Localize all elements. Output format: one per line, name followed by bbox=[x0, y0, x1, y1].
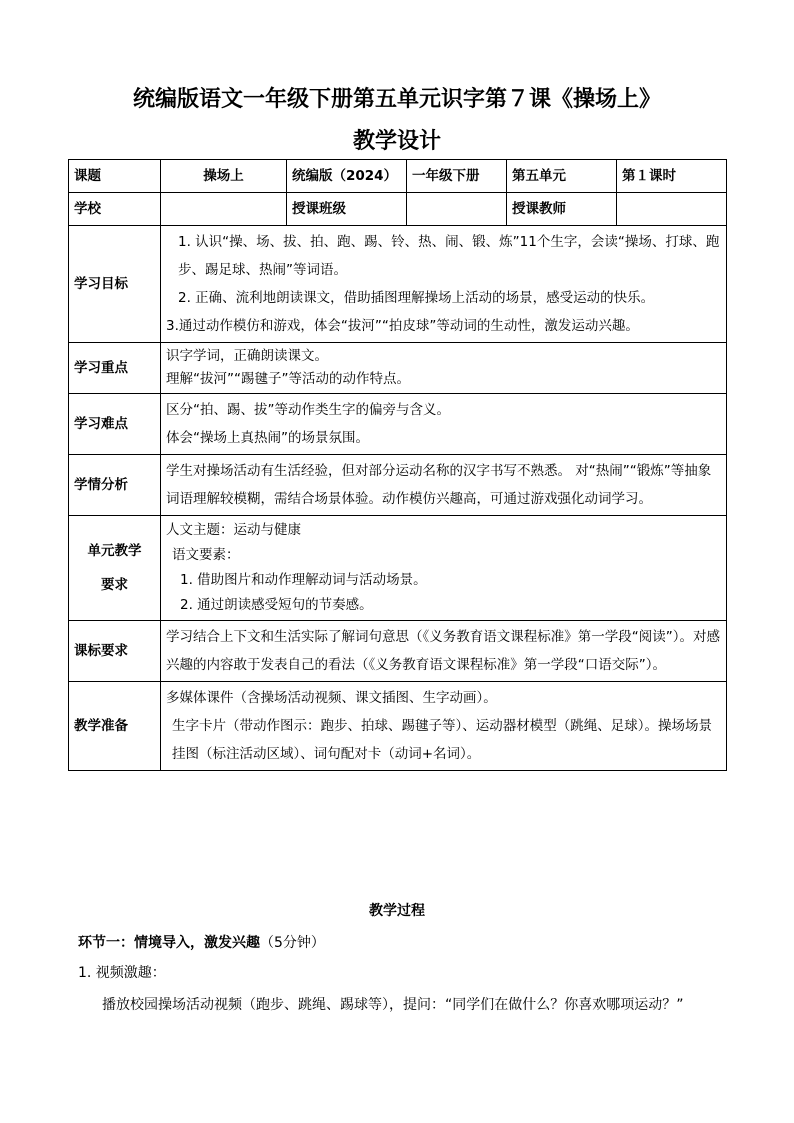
goals-content bbox=[161, 226, 727, 343]
key-point: 理解“拔河”“踢毽子”等活动的动作特点。 bbox=[166, 371, 410, 387]
table-row-prep bbox=[69, 682, 727, 771]
unit-element-item: 2. 通过朗读感受短句的节奏感。 bbox=[180, 597, 373, 613]
analysis-label: 学情分析 bbox=[69, 455, 161, 516]
step-title: 1. 视频激趣： bbox=[78, 965, 166, 981]
unit: 第五单元 bbox=[507, 160, 617, 193]
goals-label: 学习目标 bbox=[69, 226, 161, 343]
lesson-hour: 第１课时 bbox=[617, 160, 727, 193]
difficulties-content bbox=[161, 394, 727, 455]
unit-req-label-line1: 单元教学 bbox=[87, 543, 142, 559]
difficulty-item: 体会“操场上真热闹”的场景氛围。 bbox=[166, 430, 369, 446]
table-row-analysis bbox=[69, 455, 727, 516]
analysis-content bbox=[161, 455, 727, 516]
class-value bbox=[407, 193, 507, 226]
standard-text: 学习结合上下文和生活实际了解词句意思（《义务教育语文课程标准》第一学段“阅读”）。对感兴趣的内容敢于发表自己的看法（《义务教育语文课程标准》第一学段“口语交际”）。 bbox=[166, 629, 720, 673]
key-points-content bbox=[161, 343, 727, 394]
table-row-school bbox=[69, 193, 727, 226]
unit-elements-label: 语文要素： bbox=[172, 547, 240, 563]
document-subtitle: 教学设计 bbox=[352, 128, 441, 154]
segment-title bbox=[78, 928, 728, 958]
segment-time: （5分钟） bbox=[260, 935, 325, 951]
lesson-plan-table bbox=[68, 159, 727, 771]
table-row-difficulties bbox=[69, 394, 727, 455]
table-row-key-points bbox=[69, 343, 727, 394]
school-label: 学校 bbox=[69, 193, 161, 226]
prep-content bbox=[161, 682, 727, 771]
standard-label: 课标要求 bbox=[69, 621, 161, 682]
difficulty-item: 区分“拍、踢、拔”等动作类生字的偏旁与含义。 bbox=[166, 402, 450, 418]
difficulties-label: 学习难点 bbox=[69, 394, 161, 455]
analysis-text: 学生对操场活动有生活经验，但对部分运动名称的汉字书写不熟悉。 对“热闹”“锻炼”等抽象词语理解较模糊，需结合场景体验。动作模仿兴趣高，可通过游戏强化动词学习。 bbox=[166, 463, 712, 507]
table-row-standard bbox=[69, 621, 727, 682]
unit-element-item: 1. 借助图片和动作理解动词与活动场景。 bbox=[180, 572, 427, 588]
grade: 一年级下册 bbox=[407, 160, 507, 193]
class-label: 授课班级 bbox=[287, 193, 407, 226]
prep-line: 生字卡片（带动作图示：跑步、拍球、踢毽子等）、运动器材模型（跳绳、足球）。操场场景挂图（标注活动区域）、词句配对卡（动词+名词）。 bbox=[172, 718, 712, 762]
prep-label: 教学准备 bbox=[69, 682, 161, 771]
teacher-label: 授课教师 bbox=[507, 193, 617, 226]
step-paragraph: 播放校园操场活动视频（跑步、跳绳、踢球等），提问：“同学们在做什么？你喜欢哪项运动？” bbox=[102, 997, 684, 1013]
school-value bbox=[161, 193, 287, 226]
unit-theme: 人文主题：运动与健康 bbox=[166, 522, 301, 538]
table-row-course bbox=[69, 160, 727, 193]
unit-req-label-line2: 要求 bbox=[101, 577, 128, 593]
goal-item: 3.通过动作模仿和游戏，体会“拔河”“拍皮球”等动词的生动性，激发运动兴趣。 bbox=[166, 318, 639, 334]
goal-item: 1. 认识“操、场、拔、拍、跑、踢、铃、热、闹、锻、炼”11个生字，会读“操场、打球、跑步、踢足球、热闹”等词语。 bbox=[178, 234, 720, 278]
course-title: 操场上 bbox=[161, 160, 287, 193]
key-points-label: 学习重点 bbox=[69, 343, 161, 394]
table-row-unit-requirements bbox=[69, 516, 727, 621]
prep-line: 多媒体课件（含操场活动视频、课文插图、生字动画）。 bbox=[166, 690, 497, 706]
standard-content bbox=[161, 621, 727, 682]
course-label: 课题 bbox=[69, 160, 161, 193]
edition: 统编版（2024） bbox=[287, 160, 407, 193]
unit-req-label bbox=[69, 516, 161, 621]
table-row-goals bbox=[69, 226, 727, 343]
key-point: 识字学词，正确朗读课文。 bbox=[166, 348, 328, 364]
unit-req-content bbox=[161, 516, 727, 621]
document-title: 统编版语文一年级下册第五单元识字第７课《操场上》 bbox=[132, 86, 661, 112]
goal-item: 2. 正确、流利地朗读课文，借助插图理解操场上活动的场景，感受运动的快乐。 bbox=[178, 290, 655, 306]
teacher-value bbox=[617, 193, 727, 226]
segment-title-text: 环节一：情境导入，激发兴趣 bbox=[78, 935, 260, 951]
process-heading: 教学过程 bbox=[369, 903, 425, 919]
